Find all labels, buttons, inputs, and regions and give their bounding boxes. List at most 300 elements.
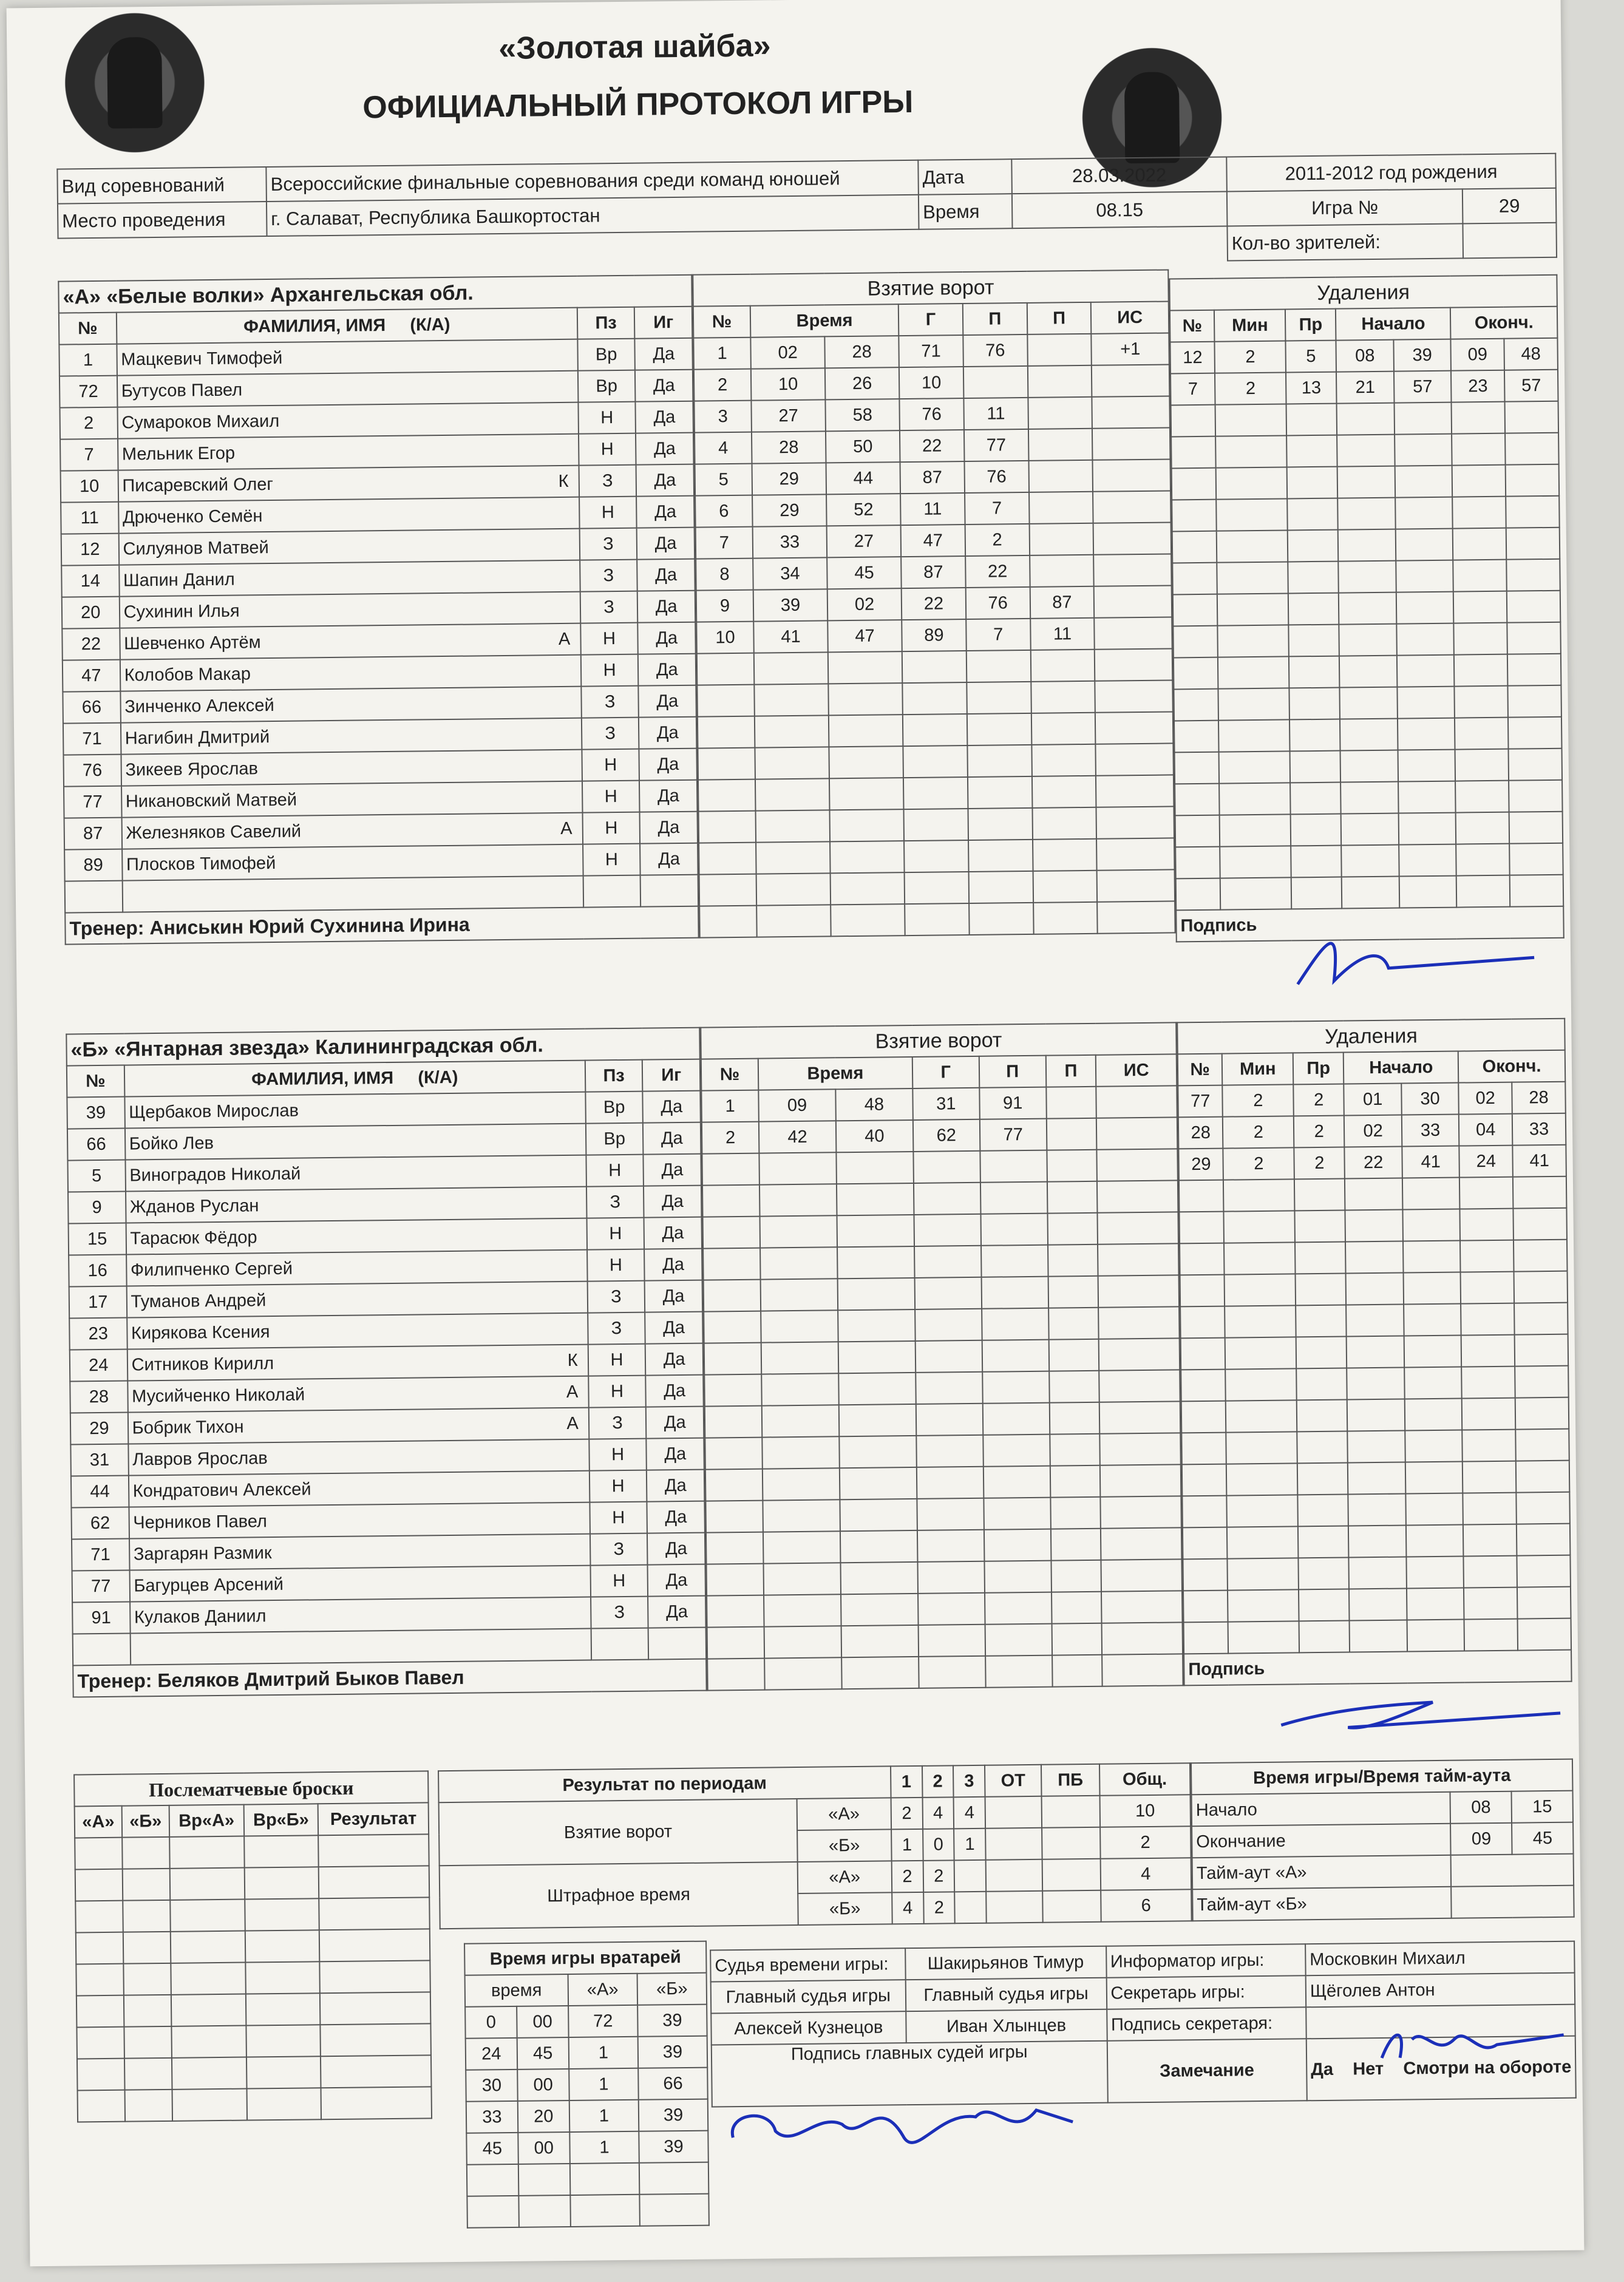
goalie-b: 39 [639, 2099, 708, 2131]
goal-p2 [1030, 555, 1094, 587]
shootout-col: «Б» [122, 1805, 169, 1838]
penalty-min: 2 [1215, 341, 1286, 373]
goal-p2 [1048, 1339, 1099, 1371]
player-position: З [590, 1533, 648, 1566]
player-name-text: Кулаков Даниил [134, 1606, 267, 1627]
penalty-em [1455, 749, 1509, 781]
b-goals-col-g: Г [912, 1056, 979, 1088]
player-name [122, 844, 583, 881]
shootout-table [73, 1770, 432, 2122]
team-a-signature [1291, 924, 1547, 999]
goal-p1 [983, 1435, 1050, 1467]
goal-no: 9 [696, 590, 754, 622]
goal-m [755, 747, 829, 779]
goal-s [829, 715, 903, 747]
player-name-text: Шевченко Артём [124, 632, 261, 654]
goal-s [838, 1341, 916, 1373]
goal-m [755, 778, 830, 810]
goal-p2 [1050, 1434, 1100, 1466]
remark-no: Нет [1353, 2059, 1384, 2079]
goal-p1 [967, 682, 1031, 714]
penalty-ss [1403, 1241, 1461, 1273]
penalty-sm [1347, 1399, 1405, 1431]
goalie-s: 45 [517, 2037, 568, 2070]
goal-m [754, 652, 829, 684]
penalty-min [1224, 1242, 1295, 1274]
penalty-es [1518, 1618, 1571, 1651]
penalty-row [1173, 591, 1561, 627]
goal-p2 [1050, 1497, 1101, 1529]
penalty-em [1461, 1335, 1515, 1367]
goalie-b: 39 [639, 2131, 708, 2163]
player-number: 29 [70, 1413, 128, 1445]
goal-row [705, 1401, 1181, 1438]
shootout-title: Послематчевые броски [74, 1771, 429, 1806]
penalty-row [1174, 654, 1561, 690]
penalty-ss [1396, 560, 1453, 593]
player-number: 39 [67, 1097, 124, 1129]
goal-g: 10 [899, 367, 963, 399]
penalty-min [1226, 1431, 1297, 1464]
goal-s [838, 1309, 915, 1342]
goal-p1 [968, 776, 1032, 809]
penalty-pr [1299, 1589, 1350, 1621]
goal-m [761, 1342, 838, 1374]
penalty-ss [1395, 434, 1452, 466]
team-a-title: «А» «Белые волки» Архангельская обл. [58, 275, 691, 313]
goal-g: 47 [901, 525, 965, 557]
goal-is [1092, 427, 1170, 460]
player-position: З [582, 718, 639, 750]
goal-m [764, 1657, 841, 1689]
goal-row [705, 1433, 1181, 1469]
penalty-sm [1340, 719, 1398, 751]
player-played: Да [646, 1375, 704, 1407]
penalty-em [1464, 1556, 1517, 1588]
player-played: Да [638, 654, 696, 686]
goalie-empty-row [467, 2162, 709, 2196]
penalty-sm [1348, 1526, 1406, 1558]
goal-p1: 76 [963, 334, 1027, 367]
goalie-s: 00 [518, 2132, 569, 2164]
goal-m [763, 1563, 840, 1595]
goal-g [905, 872, 969, 904]
goal-p2 [1049, 1402, 1099, 1435]
shootout-cell [171, 1931, 245, 1963]
goalie-b: 39 [637, 2005, 707, 2037]
team-b-section [66, 1018, 1572, 1762]
goalies-col-time: время [465, 1974, 568, 2007]
shootout-cell [172, 2057, 246, 2090]
player-position: Вр [578, 370, 636, 402]
player-name-text: Зинченко Алексей [124, 695, 274, 717]
goal-row [704, 1306, 1180, 1343]
player-role: А [566, 1413, 579, 1433]
goal-row [699, 901, 1175, 937]
goal-m: 09 [758, 1089, 835, 1121]
penalty-em [1452, 497, 1506, 529]
goal-m: 28 [752, 431, 826, 463]
goal-no [697, 685, 755, 717]
shootout-cell [172, 2089, 246, 2121]
penalty-no: 28 [1178, 1117, 1223, 1149]
shootout-cell [124, 2026, 171, 2059]
goal-p1 [980, 1182, 1047, 1214]
period-value: 1 [891, 1829, 923, 1861]
periods-goals-label: Взятие ворот [439, 1799, 798, 1866]
team-a-coach: Тренер: Аниськин Юрий Сухинина Ирина [65, 906, 698, 945]
penalty-row [1180, 1303, 1568, 1339]
goalies-col-b: «Б» [637, 1973, 707, 2005]
penalty-no [1180, 1275, 1225, 1307]
penalty-sm [1337, 403, 1395, 435]
penalty-ss [1404, 1399, 1462, 1431]
goal-p1 [969, 903, 1033, 935]
penalty-ss: 57 [1394, 371, 1452, 403]
penalty-ss [1395, 466, 1452, 498]
penalty-es [1509, 749, 1562, 781]
penalty-es [1507, 654, 1561, 686]
goal-g [904, 840, 968, 872]
goal-is [1093, 491, 1170, 523]
team-b-goals-body [701, 1085, 1183, 1690]
period-value [1042, 1827, 1100, 1859]
penalty-row [1175, 843, 1563, 879]
player-position: Вр [585, 1092, 643, 1124]
shootout-cell [246, 2025, 321, 2057]
goalie-a: 1 [569, 2068, 639, 2100]
penalty-min [1225, 1305, 1296, 1337]
penalty-row [1175, 812, 1563, 847]
goal-m: 34 [753, 557, 827, 589]
goal-p2 [1028, 429, 1093, 461]
goal-s [828, 683, 903, 715]
shootout-cell [321, 2023, 431, 2056]
player-position: Н [578, 402, 636, 434]
player-number: 66 [67, 1129, 125, 1161]
penalty-ss [1406, 1525, 1464, 1557]
penalty-em [1455, 686, 1508, 718]
goal-g [916, 1435, 983, 1467]
penalty-es [1505, 401, 1558, 433]
goal-s [840, 1562, 917, 1594]
goal-row [701, 1085, 1177, 1122]
player-name-text: Щербаков Мирослав [129, 1101, 299, 1122]
goal-s: 50 [826, 430, 900, 463]
goal-p1 [967, 713, 1031, 745]
goal-m: 10 [751, 368, 826, 400]
penalty-sm [1339, 656, 1397, 688]
penalty-row [1171, 401, 1559, 437]
goal-g: 62 [913, 1119, 980, 1152]
empty-cell [639, 2194, 708, 2226]
player-name-text: Дрюченко Семён [122, 506, 263, 528]
penalty-sm [1338, 498, 1396, 530]
player-number: 44 [71, 1476, 129, 1508]
penalty-no [1172, 500, 1217, 532]
penalty-es [1505, 433, 1558, 465]
penalty-es [1507, 685, 1561, 718]
penalty-es: 28 [1512, 1082, 1565, 1114]
goal-p1 [980, 1150, 1047, 1183]
goal-s [831, 872, 905, 905]
penalty-no [1183, 1591, 1228, 1623]
shootout-cell [244, 1835, 319, 1867]
goalie-row [466, 2099, 708, 2133]
goal-p1 [985, 1655, 1052, 1688]
penalty-no [1181, 1401, 1226, 1433]
penalty-row [1175, 749, 1563, 784]
team-b-sign-label: Подпись [1184, 1650, 1572, 1686]
team-a-goals [692, 269, 1175, 938]
goal-s: 28 [824, 336, 899, 368]
goal-p1 [982, 1308, 1048, 1340]
goal-row [706, 1527, 1182, 1564]
shootout-cell [320, 1992, 430, 2025]
goal-p1 [984, 1498, 1050, 1530]
period-value [986, 1859, 1043, 1892]
player-position: Н [589, 1439, 647, 1471]
penalty-no: 12 [1170, 342, 1215, 374]
player-position: З [589, 1407, 647, 1439]
penalty-ss [1397, 687, 1455, 719]
penalty-ss [1396, 592, 1454, 624]
pen-col-end: Оконч. [1450, 307, 1557, 339]
goal-no [698, 779, 756, 812]
team-b-penalties [1177, 1018, 1572, 1686]
goal-p1: 7 [965, 492, 1029, 525]
player-name [125, 1124, 586, 1160]
goalie-a: 72 [568, 2005, 638, 2037]
game-time-title: Время игры/Время тайм-аута [1191, 1759, 1573, 1795]
goal-is [1100, 1464, 1181, 1496]
empty-cell [639, 2162, 708, 2195]
shootout-cell [321, 2087, 432, 2119]
shootout-cell [171, 1963, 245, 1995]
game-no-value: 29 [1463, 188, 1557, 224]
penalty-row [1178, 1082, 1566, 1118]
player-played: Да [647, 1533, 705, 1565]
goalies-body [465, 2005, 709, 2228]
player-position: З [581, 686, 639, 718]
goal-is [1101, 1496, 1181, 1528]
goal-p2 [1033, 902, 1098, 934]
goal-p1 [980, 1214, 1047, 1246]
goal-p1 [968, 808, 1032, 840]
goal-m [764, 1626, 841, 1658]
goalie-s: 00 [517, 2006, 568, 2038]
penalty-em [1453, 528, 1506, 560]
penalty-es [1514, 1303, 1568, 1335]
goalies-col-a: «А» [568, 1974, 637, 2006]
penalty-ss [1395, 497, 1453, 529]
goal-no [706, 1532, 764, 1564]
ref2-label: Главный судья игры [905, 1978, 1106, 2011]
b-col-name: ФАМИЛИЯ, ИМЯ (К/А) [124, 1061, 585, 1097]
goal-is [1098, 1306, 1179, 1339]
player-name [129, 1503, 590, 1539]
goal-s [837, 1183, 914, 1215]
penalty-pr [1288, 562, 1339, 594]
player-number: 17 [69, 1286, 127, 1319]
goal-no [703, 1248, 761, 1280]
col-name: ФАМИЛИЯ, ИМЯ (К/А) [116, 308, 577, 344]
player-played: Да [647, 1438, 704, 1470]
goal-is [1100, 1433, 1181, 1465]
penalty-no [1181, 1433, 1226, 1465]
penalty-ss: 39 [1393, 339, 1451, 372]
team-b-penalties-body [1178, 1082, 1571, 1654]
shootout-cell [170, 1868, 245, 1900]
player-name [117, 371, 579, 407]
penalty-pr [1298, 1557, 1349, 1589]
goal-row [698, 711, 1174, 748]
player-played: Да [637, 528, 695, 560]
goal-g: 11 [900, 493, 965, 525]
penalty-row [1183, 1555, 1571, 1591]
player-played: Да [635, 370, 693, 402]
goal-row [696, 554, 1172, 590]
goal-is [1102, 1622, 1183, 1654]
goal-s: 58 [825, 399, 900, 431]
goal-p1: 77 [964, 429, 1028, 461]
player-name-text: Сумароков Михаил [121, 411, 280, 433]
spectators-label: Кол-во зрителей: [1227, 223, 1463, 260]
player-name [126, 1187, 587, 1223]
shootout-header [75, 1802, 429, 1838]
player-position: Н [590, 1565, 648, 1597]
empty-cell [122, 876, 583, 912]
goal-m [756, 905, 831, 937]
player-played: Да [636, 433, 693, 465]
shootout-col: «А» [75, 1806, 123, 1838]
player-name-text: Железняков Савелий [126, 821, 302, 843]
penalty-pr [1289, 719, 1340, 752]
penalty-min [1228, 1589, 1299, 1622]
player-name-text: Багурцев Арсений [134, 1574, 284, 1595]
goal-no: 6 [695, 495, 753, 528]
goal-no: 10 [696, 622, 754, 654]
player-name-text: Виноградов Николай [129, 1164, 301, 1185]
shootout-row [76, 1960, 430, 1995]
player-name [126, 1250, 588, 1286]
player-name-text: Сухинин Илья [123, 601, 240, 622]
goal-is [1097, 1180, 1178, 1212]
penalty-em [1456, 812, 1509, 844]
penalty-ss [1402, 1178, 1460, 1210]
goal-row [707, 1622, 1183, 1659]
goal-no [705, 1501, 763, 1533]
player-position: З [579, 528, 637, 560]
penalty-no [1182, 1464, 1227, 1496]
player-name-text: Шапин Данил [123, 569, 235, 591]
player-name [118, 497, 580, 534]
penalty-pr [1296, 1337, 1347, 1369]
shootout-row [77, 2055, 432, 2090]
penalty-sm: 21 [1336, 372, 1394, 404]
shootout-cell [245, 1961, 320, 1994]
timekeeper-label: Судья времени игры: [710, 1948, 905, 1981]
penalty-em [1463, 1493, 1517, 1525]
penalty-pr [1296, 1368, 1347, 1401]
penalty-ss: 33 [1402, 1115, 1459, 1147]
goal-p2 [1029, 523, 1093, 555]
goal-no: 8 [696, 559, 753, 591]
player-number: 5 [67, 1160, 125, 1192]
player-number: 16 [69, 1255, 126, 1287]
goal-p2 [1031, 713, 1095, 745]
goal-m [763, 1499, 840, 1532]
goal-g: 87 [901, 556, 965, 588]
penalty-ss [1395, 529, 1453, 561]
penalty-sm [1339, 593, 1396, 625]
timeout-a-label: Тайм-аут «А» [1192, 1855, 1452, 1889]
penalty-es [1517, 1524, 1570, 1556]
empty-cell [591, 1628, 648, 1660]
penalty-pr [1294, 1179, 1345, 1211]
goal-s [837, 1278, 914, 1310]
goal-g [913, 1151, 980, 1183]
penalty-ss [1407, 1588, 1464, 1620]
penalty-es [1514, 1240, 1567, 1272]
player-played: Да [646, 1407, 704, 1439]
player-number: 87 [64, 818, 122, 850]
penalty-sm [1339, 561, 1396, 593]
secretary-label: Секретарь игры: [1106, 1975, 1306, 2009]
player-played: Да [636, 401, 693, 433]
penalty-no [1172, 531, 1217, 563]
player-name-text: Плосков Тимофей [126, 853, 276, 875]
player-played: Да [636, 464, 694, 497]
period-value [954, 1860, 986, 1892]
birth-years: 2011-2012 год рождения [1226, 154, 1556, 192]
goal-m [760, 1215, 837, 1248]
player-name-text: Никановский Матвей [125, 790, 297, 812]
goal-is [1101, 1559, 1182, 1591]
penalty-no [1184, 1622, 1229, 1654]
goal-is [1096, 806, 1174, 838]
goal-p2 [1027, 365, 1092, 398]
period-value: 4 [922, 1797, 954, 1829]
goal-row [696, 585, 1172, 622]
player-played: Да [644, 1249, 702, 1281]
ref1-label: Главный судья игры [711, 1980, 906, 2013]
penalty-ss: 41 [1402, 1146, 1459, 1178]
goal-is [1098, 1212, 1178, 1244]
goalie-s: 00 [517, 2069, 569, 2101]
period-col: 1 [891, 1766, 922, 1798]
shootout-cell [76, 1932, 124, 1964]
penalty-row [1170, 338, 1558, 374]
goal-m: 27 [751, 399, 826, 432]
secretary-signature [1375, 2020, 1570, 2070]
penalty-row [1178, 1113, 1566, 1149]
goal-is [1101, 1527, 1181, 1560]
goals-col-time: Время [750, 304, 899, 338]
goal-m [755, 715, 829, 747]
goal-p1: 22 [965, 555, 1030, 588]
penalty-no [1175, 784, 1220, 816]
player-position: Н [586, 1218, 644, 1250]
penalty-em [1464, 1588, 1517, 1620]
player-played: Да [639, 780, 697, 812]
competition-value: Всероссийские финальные соревнования среди команд юношей [266, 160, 919, 202]
penalty-pr [1299, 1620, 1350, 1652]
penalty-pr: 2 [1294, 1147, 1345, 1180]
player-position: З [586, 1186, 644, 1218]
penalty-em [1461, 1367, 1515, 1399]
goal-is [1095, 711, 1173, 744]
